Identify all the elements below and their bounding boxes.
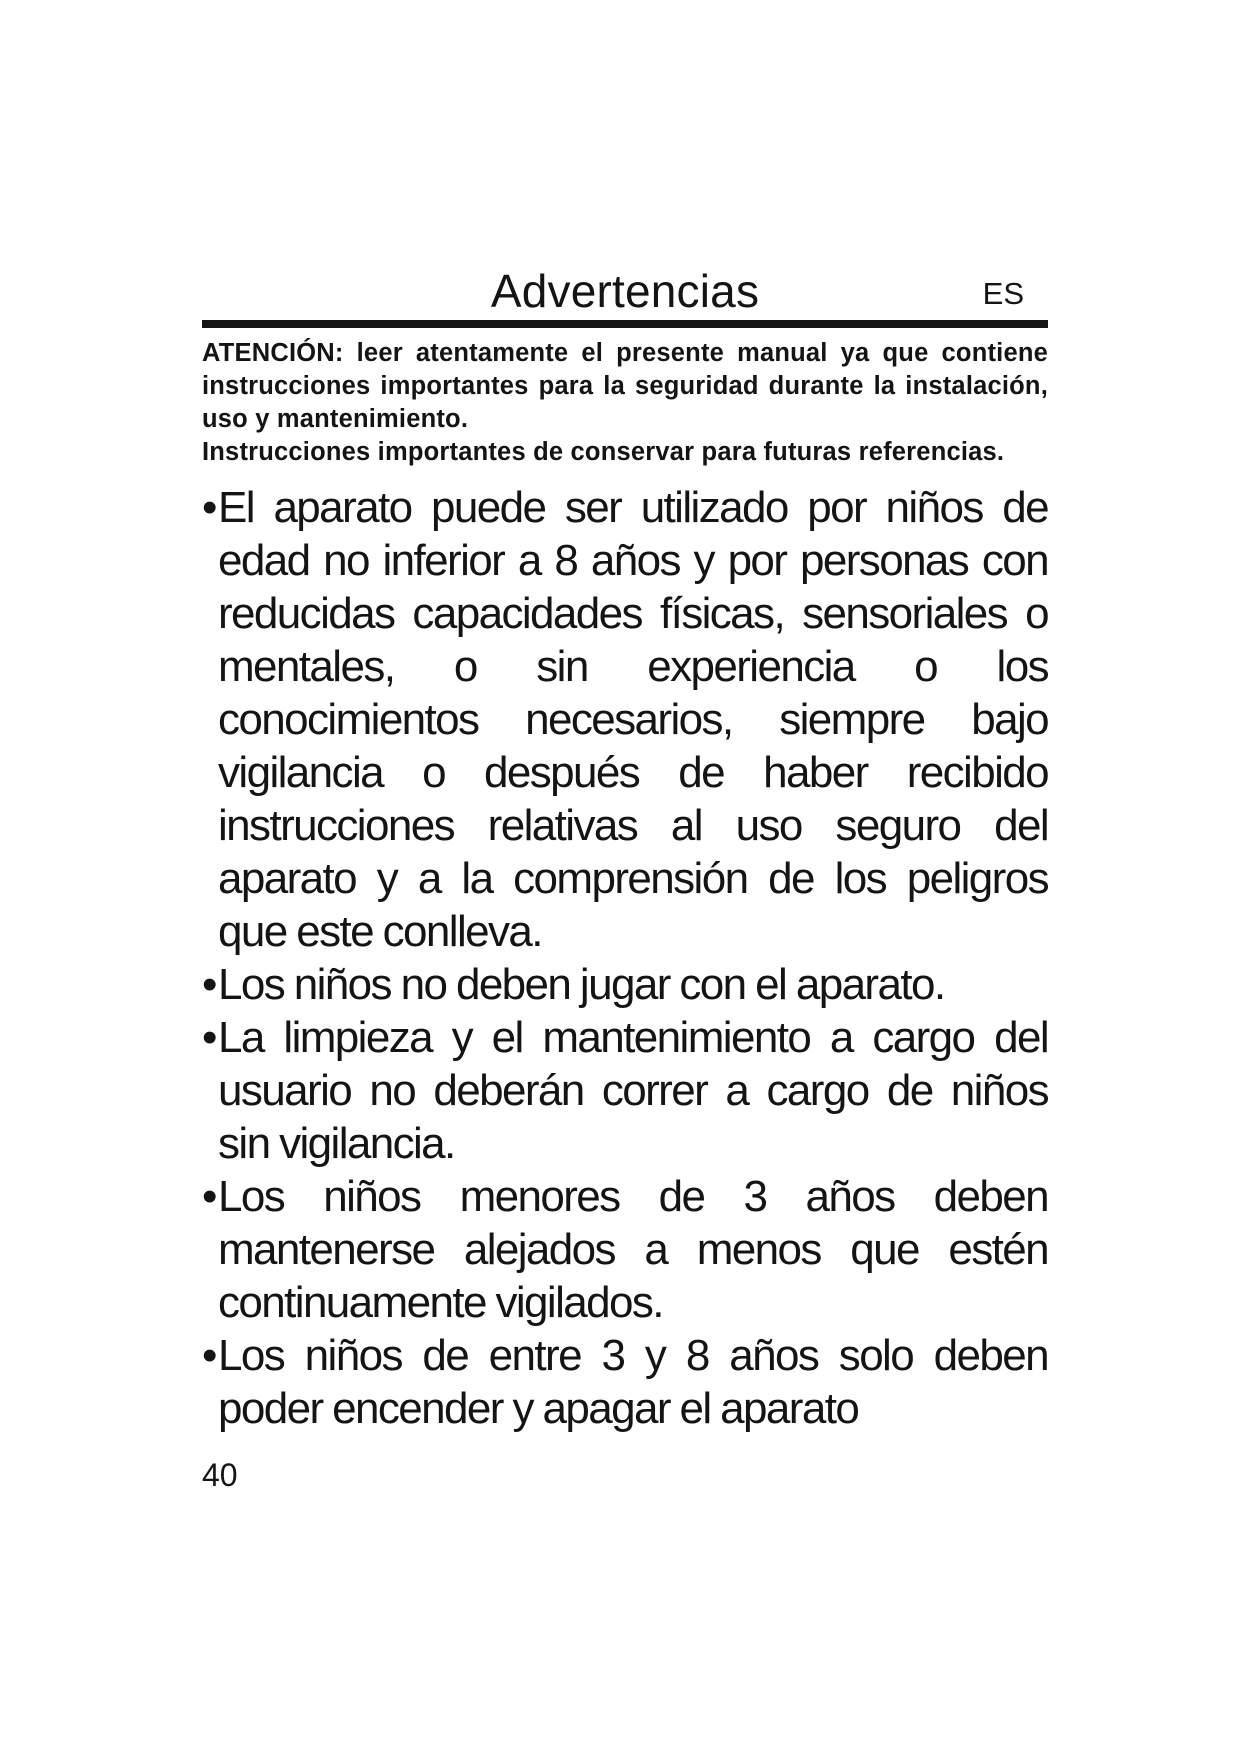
warning-list	[202, 481, 1048, 1435]
list-item	[202, 958, 1048, 1011]
language-code: ES	[982, 276, 1024, 311]
list-item-text: Los niños menores de 3 años deben mantenerse alejados a menos que estén continuamente vigilados.	[218, 1172, 1048, 1327]
document-page	[202, 258, 1048, 1435]
list-item	[202, 1170, 1048, 1329]
bullet-icon: •	[202, 1331, 218, 1380]
warning-notice	[202, 337, 1048, 469]
page-header	[202, 258, 1048, 320]
list-item-text: La limpieza y el mantenimiento a cargo del usuario no deberán correr a cargo de niños sin vigilancia.	[218, 1013, 1048, 1168]
bullet-icon: •	[202, 483, 218, 532]
bullet-icon: •	[202, 960, 218, 1009]
warning-paragraph: ATENCIÓN: leer atentamente el presente manual ya que contiene instrucciones importantes para la seguridad durante la instalación, uso y mantenimiento.	[202, 339, 1048, 433]
list-item-text: Los niños no deben jugar con el aparato.	[218, 960, 945, 1009]
bullet-icon: •	[202, 1013, 218, 1062]
page-number: 40	[202, 1457, 238, 1493]
page-title: Advertencias	[490, 265, 760, 317]
list-item	[202, 481, 1048, 958]
list-item-text: El aparato puede ser utilizado por niños de edad no inferior a 8 años y por personas con reducidas capacidades físicas, sensoriales o mentales, o sin experiencia o los conocimientos necesarios, siempre bajo vigilancia o después de haber recibido instrucciones relativas al uso seguro del aparato y a la comprensión de los peligros que este conlleva.	[218, 483, 1048, 956]
list-item	[202, 1329, 1048, 1435]
list-item	[202, 1011, 1048, 1170]
list-item-text: Los niños de entre 3 y 8 años solo deben poder encender y apagar el aparato	[218, 1331, 1048, 1433]
warning-paragraph: Instrucciones importantes de conservar para futuras referencias.	[202, 438, 1005, 466]
bullet-icon: •	[202, 1172, 218, 1221]
header-divider	[202, 320, 1048, 328]
